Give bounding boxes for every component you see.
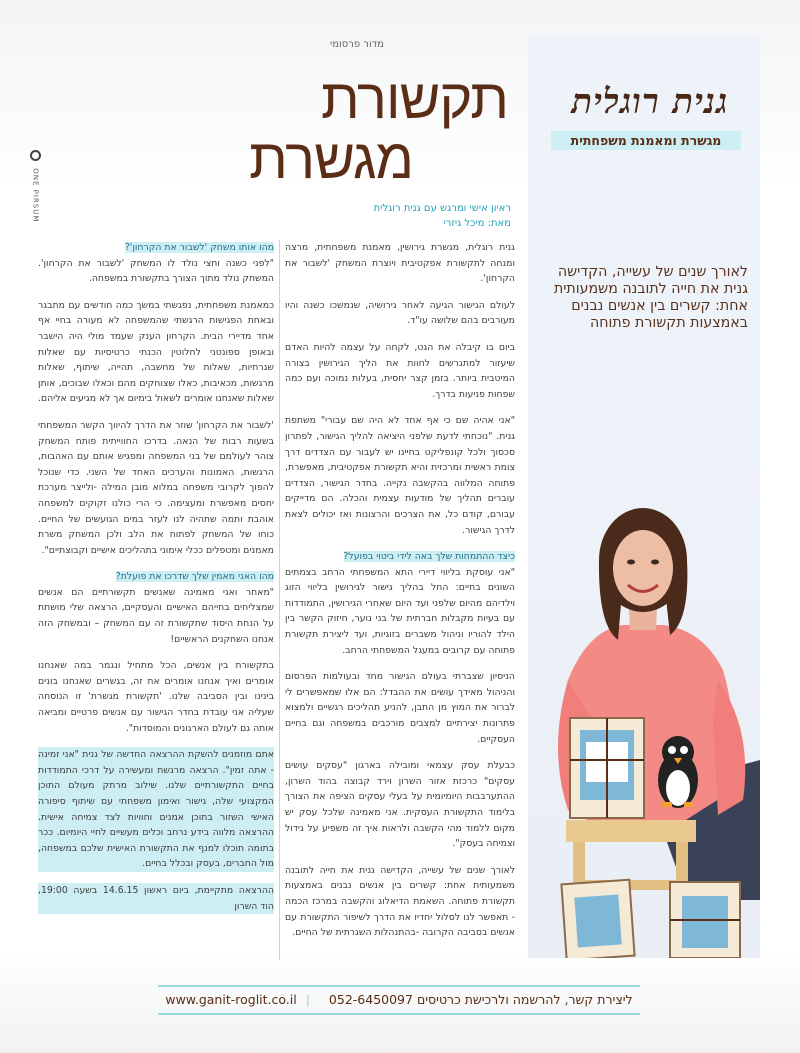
publisher-logo-text: ONE PIRSUM	[31, 168, 40, 223]
column-divider	[279, 240, 280, 960]
footer-contact	[158, 992, 640, 1007]
event-invitation: אתם מוזמנים להשקת ההרצאה החדשה של גנית "אני זמינה - אתה זמין". הרצאה מרגשת ומעשירה על דרכי התמודדות בחיים התקשורתיים שלנו. שילוב מרתק מעולם התוכן המקצועי שלה, גישור ואימון משפחתי עם שיתוף סיפורה האישי השזור בתוכן אמנים וחוויות לצד צמיחה אישית. ההרצאה מלווה בידע נרחב וכלים מעשיים לחיי היומיום. ככר בתומה תוכלו למנף את התקשורת האישית שלכם במשפחה, מול החברים, בעסק ובכלל בחיים.	[38, 747, 274, 872]
brand-logo: גנית רוגלית	[571, 82, 729, 122]
headline-line-2: מגשרת	[249, 127, 413, 192]
byline-author: מאת: מיכל גיזרי	[443, 218, 511, 229]
footer-phone[interactable]: 052-6450097	[328, 992, 413, 1007]
paragraph: "מאחר ואני מאמינה שאנשים תקשורתיים הם אנשים שמצליחים בחייהם האישיים והעסקיים, הרצאה שלי מושתת על הנחת היסוד שתקשורת זה עם המשחק – ובמשחק הזה אנחנו השחקנים הראשיים!	[38, 586, 274, 645]
page-headline	[249, 67, 508, 192]
pull-quote: לאורך שנים של עשייה, הקדישה גנית את חייה לתובנה משמעותית אחת: קשרים בין אנשים נבנים באמצעות תקשורת פתוחה	[553, 264, 748, 331]
paragraph: כמאמנת משפחתית, נפגשתי במשך כמה חודשים עם מתבגר ובאחת הפגישות הרגשתי שהמשפחה לא מעורה בחיי אף אחד מדיירי הבית. הקרחון הענק שעמד מולי היה הישבר ובאופן ספונטני לחלוטין הכנתי כרטיסיות עם שאלות שגרתיות, שאלות של מחשבה, תהייה, שיתוף, שאלות מרגשות, מכאיבות, כאלו שצוחקים מהם וכאלו שבוכים, אותן שאלות שאנחנו אומרים לשאול בימיום אך לא מגיעים אליהם.	[37, 299, 274, 405]
paragraph: כבעלת עסק עצמאי ומובילה בארגון "עסקים עושים עסקים" כרכזת אזור השרון וירד קבוצה בהוד השרון, ההתערבבות היומיומית על בעלי עסקים הציפה את הצורך בלימוד התקשורת העסקית. אני מאמינה שלכל עסק יש מקום ללמוד מהי הקשבה ולראות איך זה משפיע על גידול וצמיחה בעסק".	[285, 760, 515, 850]
footer-rule-bottom	[158, 1013, 640, 1015]
paragraph: הניסיון שצברתי בעולם הגישור מחד ובעולמות הפרסום והניהול מאידך עושים את ההבדל: הם אלו שמאפשרים לי לברור את המוץ מן התבן, להניע תהליכים רגשיים ולמצוא פתרונות יצירתיים למצבים מורכבים במשפחה וגם בחיים העסקיים.	[285, 671, 515, 745]
portrait-photo	[528, 430, 760, 958]
footer-cta: ליצירת קשר, להרשמה ולרכישת כרטיסים	[416, 992, 633, 1007]
paragraph: גנית רוגלית, מגשרת גירושין, מאמנת משפחתית, מרצה ומנחה לתקשורת אפקטיבית ויוצרת המשחק 'לשבור את הקרחון'.	[285, 242, 515, 285]
brand-subtitle: מגשרת ומאמנת משפחתית	[551, 131, 741, 150]
paragraph: "אני אהיה שם כי אף אחד לא היה שם עבורי" משתפת גנית. "נוכחתי לדעת שלפני היציאה להליך הגישור, לפתרון סכסוך ולכל קונפליקט בחיינו יש לעבור עם הצדדים דרך צומת ראשית ומרכזית והיא תקשורת אפקטיבית, מאפשרת, פתוחה המלווה בהקשבה נקייה. בחדר הגישור, הצדדים עוברים תהליך של מודעות עצמית והכלה. הם מדייקים עבורם, קודם כל, את הצרכים והרצונות ואז יכולים לצאת לדרך הגישור.	[285, 415, 515, 536]
article-column-left	[38, 240, 274, 925]
portrait-illustration	[528, 430, 760, 958]
paragraph: "אני עוסקת בליווי דיירי התא המשפחתי הרחב בצמתים השונים בחיים: החל בהליך גישור לגירושין בליווי הזוג וילדיהם מהיום שלפני ועד היום שאחרי הגירושין, התמודדות עם בעיות מקבלות חברתית של בני נוער, חיזוק הקשר בין הילד להוריו וניהול משברים בזוגיות, ועד ליצירת תקשורת פתוחה עם קרובים במעגל המשפחתי הרחב.	[285, 566, 515, 656]
publisher-side-logo	[30, 150, 41, 222]
byline	[374, 201, 511, 231]
article-column-right	[285, 240, 515, 952]
interview-question: כיצד ההתמחות שלך באה לידי ביטוי בפועל?	[343, 551, 515, 563]
paragraph: ביום בו קיבלה את הגט, לקחה על עצמה להיות האדם שיעזור למתגרשים לחוות את הליך הגירושין בצורה המיטבית ביותר. בזמן קצר יחסית, בעלות נמוכה ועם כמה שפחות פניעות בדרך.	[285, 341, 515, 400]
paragraph: 'לשבור את הקרחון' שוזר את הדרך להיווך הקשר המשפחתי בשעות רבות של הנאה. בדרכו החווייתית פותח המשחק צוהר לעולמם של בני המשפחה ומפגיש אותם עם האהבות, הרגשות, האמונות והערכים האחד של השני. כדי שנוכל להפוך לקרובי משפחה במלוא מובן המילה -ולייצר מערכת יחסים מאפשרת ומעצימה. כי הרי כולנו זקוקים למשפחה אוהבת ותמה שתהיה לנו לעזר במים הגועשים של החיים. כוחו של המשחק לפתוח את הלב ולכן המשחק משרת מאמנים ומטפלים ככלי אימוני בתהליכים אישיים וקבוצתיים".	[38, 419, 274, 556]
paragraph: בתקשורת בין אנשים, הכל מתחיל ונגמר במה שאנחנו אומרים ואיך אנחנו אומרים את זה, בגשרים שאנחנו בונים בינינו ובין הסביבה שלנו. 'תקשורת מגשרת' זו הנוסחה שעליה אני עובדת בחדר הגישור עם אנשים פרטיים ומביאה אותה גם לעולם הארגונים והמוסדות".	[38, 660, 274, 734]
byline-subtitle: ראיון אישי ומרגש עם גנית רוגלית	[373, 203, 511, 214]
footer-rule-top	[158, 985, 640, 987]
footer-divider: |	[305, 992, 310, 1007]
headline-line-1: תקשורת	[321, 67, 508, 132]
interview-question: מהו אותו משחק 'לשבור את הקרחון'?	[124, 242, 274, 253]
event-details: ההרצאה מתקיימת, ביום ראשון 14.6.15 בשעה 19:00, הוד השרון	[38, 883, 274, 914]
interview-question: מהו האני מאמין שלך שדרכו את פועלת?	[115, 571, 274, 583]
publisher-logo-icon	[30, 150, 41, 161]
advertorial-label: מדור פרסומי	[330, 39, 384, 50]
paragraph: לאורך שנים של עשייה, הקדישה גנית את חייה לתובנה משמעותית אחת: קשרים בין אנשים נבנים באמצעות תקשורת פתוחה. השאמת הדיאלוג והקשבה במרכז הכמה - תאפשר לנו לסלול יחדיו את הדרך לשיפור התקשורת עם אנשים בסביבה הקרובה -בהתנהלות השגרתית של החיים.	[285, 864, 515, 939]
paragraph: "לפני כשנה וחצי נולד לו המשחק 'לשבור את הקרחון'. המשחק נולד מתוך הצורך בתקשורת במשפחה.	[38, 257, 274, 285]
footer-website-link[interactable]: www.ganit-roglit.co.il	[165, 992, 297, 1007]
paragraph: לעולם הגישור הגיעה לאחר גירושיה, שנמשכו כשנה והיו מעורבים בהם שלושה עו"ד.	[285, 299, 515, 327]
